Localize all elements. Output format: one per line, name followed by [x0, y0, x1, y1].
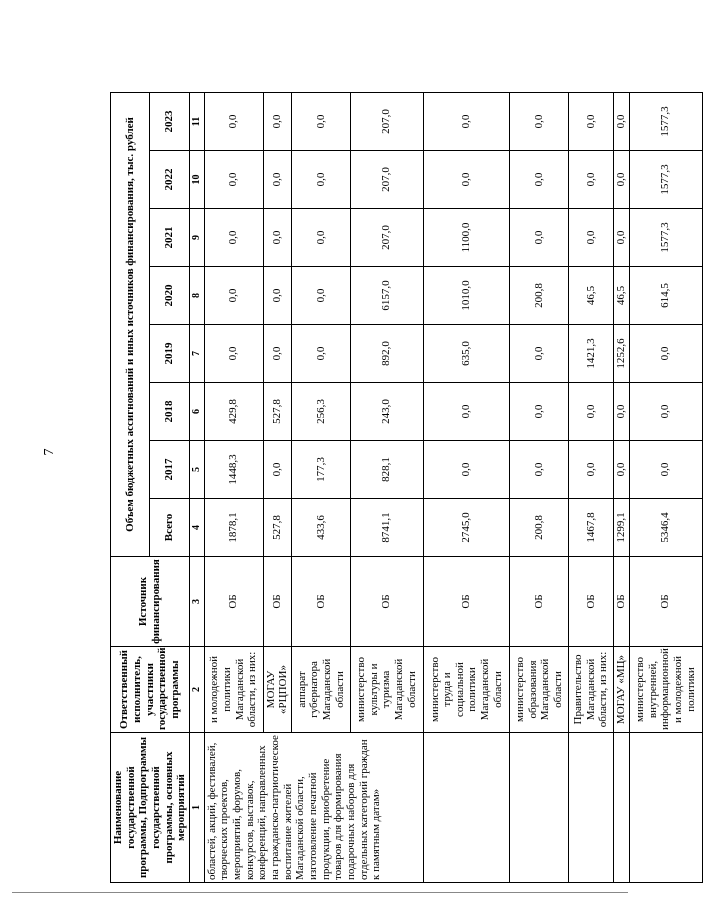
value-cell: 0,0	[291, 325, 350, 383]
value-cell: 0,0	[263, 92, 291, 150]
value-cell: 256,3	[291, 383, 350, 441]
value-cell: 1878,1	[204, 499, 263, 557]
header-year: 2019	[150, 325, 189, 383]
value-cell: 6157,0	[350, 267, 423, 325]
table-row	[423, 92, 510, 882]
value-cell: 0,0	[510, 325, 569, 383]
value-cell: 527,8	[263, 499, 291, 557]
executor-cell: министерство труда и социальной политики Магаданской области	[423, 647, 510, 733]
value-cell: 0,0	[569, 151, 614, 209]
value-cell: 207,0	[350, 92, 423, 150]
header-funding: Объем бюджетных ассигнований и иных источников финансирования, тыс. рублей	[111, 92, 150, 556]
header-year: 2022	[150, 151, 189, 209]
value-cell: 0,0	[629, 441, 702, 499]
value-cell: 177,3	[291, 441, 350, 499]
value-cell: 0,0	[629, 383, 702, 441]
value-cell: 200,8	[510, 499, 569, 557]
value-cell: 1299,1	[614, 499, 630, 557]
value-cell: 828,1	[350, 441, 423, 499]
source-cell: ОБ	[569, 557, 614, 647]
header-year: 2018	[150, 383, 189, 441]
table-row	[629, 92, 702, 882]
executor-cell: МОГАУ «РЦПОИ»	[263, 647, 291, 733]
index-cell: 3	[189, 557, 204, 647]
value-cell: 0,0	[510, 151, 569, 209]
table-row	[204, 92, 263, 882]
index-cell: 1	[189, 733, 204, 883]
value-cell: 2745,0	[423, 499, 510, 557]
source-cell: ОБ	[510, 557, 569, 647]
value-cell: 0,0	[510, 92, 569, 150]
header-year: 2017	[150, 441, 189, 499]
program-description-empty	[423, 733, 510, 883]
value-cell: 0,0	[614, 383, 630, 441]
index-cell: 6	[189, 383, 204, 441]
program-description: областей, акций, фестивалей, творческих проектов, мероприятий, форумов, конкурсов, выставок, конференций, направленных на гражданско-патриотическое воспитание жителей Магаданской области, изготовление печатной продукции, приобретение товаров для формирования подарочных наборов для отдельных категорий граждан к памятным датам»	[204, 733, 423, 883]
value-cell: 0,0	[510, 209, 569, 267]
value-cell: 46,5	[614, 267, 630, 325]
header-executor: Ответственный исполнитель, участники государственной программы	[111, 647, 190, 733]
value-cell: 0,0	[291, 209, 350, 267]
executor-cell: Правительство Магаданской области, из них:	[569, 647, 614, 733]
value-cell: 1252,6	[614, 325, 630, 383]
value-cell: 1577,3	[629, 92, 702, 150]
scan-edge-line	[12, 892, 628, 893]
value-cell: 0,0	[263, 151, 291, 209]
value-cell: 433,6	[291, 499, 350, 557]
value-cell: 46,5	[569, 267, 614, 325]
value-cell: 0,0	[423, 151, 510, 209]
value-cell: 1448,3	[204, 441, 263, 499]
value-cell: 0,0	[263, 325, 291, 383]
header-year: 2020	[150, 267, 189, 325]
budget-table	[110, 92, 703, 883]
value-cell: 0,0	[569, 441, 614, 499]
header-program: Наименование государственной программы, Подпрограммы государственной программы, основных мероприятий	[111, 733, 190, 883]
value-cell: 0,0	[614, 441, 630, 499]
value-cell: 429,8	[204, 383, 263, 441]
source-cell: ОБ	[291, 557, 350, 647]
value-cell: 1421,3	[569, 325, 614, 383]
value-cell: 1577,3	[629, 209, 702, 267]
program-description-empty	[614, 733, 630, 883]
program-description-empty	[629, 733, 702, 883]
index-cell: 7	[189, 325, 204, 383]
value-cell: 1467,8	[569, 499, 614, 557]
source-cell: ОБ	[204, 557, 263, 647]
value-cell: 0,0	[291, 92, 350, 150]
index-cell: 4	[189, 499, 204, 557]
header-year: Всего	[150, 499, 189, 557]
value-cell: 892,0	[350, 325, 423, 383]
value-cell: 207,0	[350, 209, 423, 267]
value-cell: 0,0	[204, 209, 263, 267]
value-cell: 1577,3	[629, 151, 702, 209]
value-cell: 635,0	[423, 325, 510, 383]
value-cell: 8741,1	[350, 499, 423, 557]
value-cell: 0,0	[569, 383, 614, 441]
value-cell: 0,0	[423, 383, 510, 441]
value-cell: 0,0	[263, 267, 291, 325]
value-cell: 200,8	[510, 267, 569, 325]
table-row	[510, 92, 569, 882]
index-cell: 10	[189, 151, 204, 209]
executor-cell: министерство внутренней, информационной и молодежной политики	[629, 647, 702, 733]
value-cell: 0,0	[204, 92, 263, 150]
program-description-empty	[569, 733, 614, 883]
value-cell: 0,0	[510, 383, 569, 441]
value-cell: 5346,4	[629, 499, 702, 557]
source-cell: ОБ	[614, 557, 630, 647]
value-cell: 1100,0	[423, 209, 510, 267]
budget-table-rotated	[110, 93, 697, 883]
program-description-empty	[510, 733, 569, 883]
value-cell: 0,0	[204, 267, 263, 325]
index-cell: 8	[189, 267, 204, 325]
table-row	[569, 92, 614, 882]
value-cell: 0,0	[629, 325, 702, 383]
page-number: 7	[42, 448, 57, 456]
executor-cell: министерство образования Магаданской области	[510, 647, 569, 733]
value-cell: 0,0	[423, 92, 510, 150]
value-cell: 0,0	[614, 209, 630, 267]
value-cell: 0,0	[569, 92, 614, 150]
value-cell: 0,0	[423, 441, 510, 499]
source-cell: ОБ	[350, 557, 423, 647]
header-year: 2023	[150, 92, 189, 150]
value-cell: 0,0	[569, 209, 614, 267]
value-cell: 0,0	[510, 441, 569, 499]
table-row	[614, 92, 630, 882]
value-cell: 0,0	[263, 209, 291, 267]
source-cell: ОБ	[423, 557, 510, 647]
executor-cell: аппарат губернатора Магаданской области	[291, 647, 350, 733]
value-cell: 614,5	[629, 267, 702, 325]
index-cell: 9	[189, 209, 204, 267]
executor-cell: и молодежной политики Магаданской области, из них:	[204, 647, 263, 733]
value-cell: 527,8	[263, 383, 291, 441]
value-cell: 0,0	[204, 151, 263, 209]
index-cell: 11	[189, 92, 204, 150]
executor-cell: МОГАУ «МЦ»	[614, 647, 630, 733]
value-cell: 0,0	[291, 267, 350, 325]
header-source: Источник финансирования	[111, 557, 190, 647]
value-cell: 0,0	[614, 151, 630, 209]
value-cell: 0,0	[614, 92, 630, 150]
value-cell: 0,0	[291, 151, 350, 209]
source-cell: ОБ	[629, 557, 702, 647]
header-year: 2021	[150, 209, 189, 267]
value-cell: 243,0	[350, 383, 423, 441]
index-cell: 2	[189, 647, 204, 733]
value-cell: 1010,0	[423, 267, 510, 325]
value-cell: 0,0	[204, 325, 263, 383]
value-cell: 0,0	[263, 441, 291, 499]
source-cell: ОБ	[263, 557, 291, 647]
index-cell: 5	[189, 441, 204, 499]
value-cell: 207,0	[350, 151, 423, 209]
executor-cell: министерство культуры и туризма Магаданской области	[350, 647, 423, 733]
